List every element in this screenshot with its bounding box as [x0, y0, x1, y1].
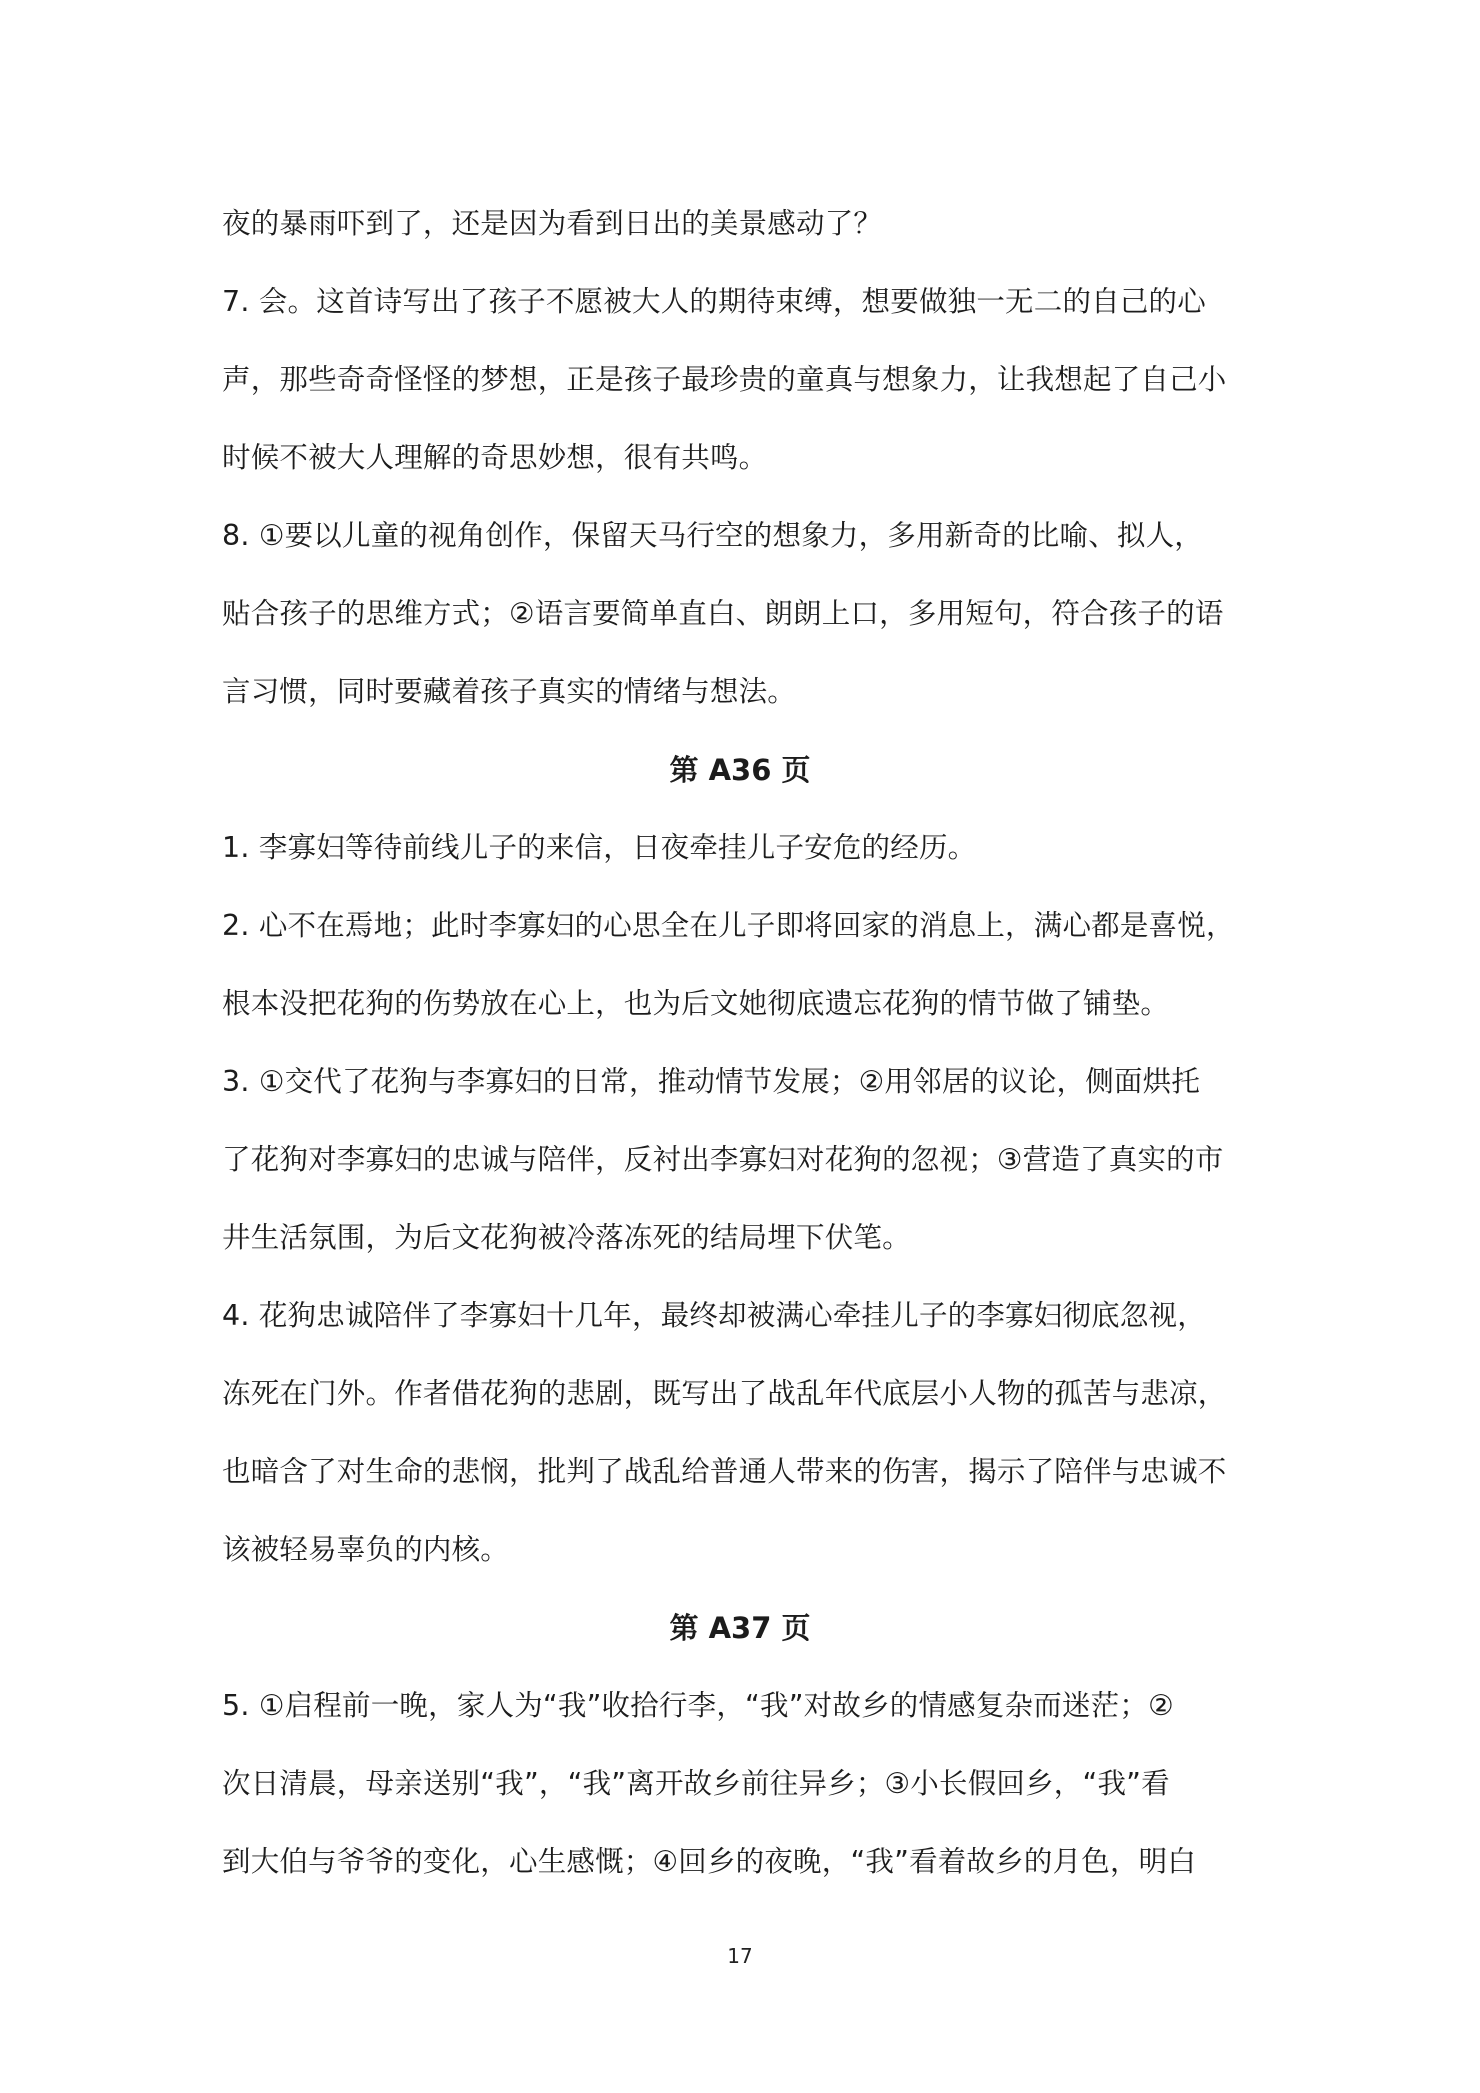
text-line: 到大伯与爷爷的变化，心生感慨；④回乡的夜晚，“我”看着故乡的月色，明白	[222, 1845, 1197, 1878]
page-number: 17	[727, 1944, 753, 1968]
page-content	[222, 185, 1258, 1901]
text-line: 5. ①启程前一晚，家人为“我”收拾行李，“我”对故乡的情感复杂而迷茫；②	[222, 1689, 1174, 1722]
text-line: 次日清晨，母亲送别“我”，“我”离开故乡前往异乡；③小长假回乡，“我”看	[222, 1767, 1170, 1800]
text-line: 贴合孩子的思维方式；②语言要简单直白、朗朗上口，多用短句，符合孩子的语	[222, 597, 1224, 630]
section-heading: 第 A36 页	[669, 753, 811, 787]
text-line: 该被轻易辜负的内核。	[222, 1533, 510, 1566]
text-line: 8. ①要以儿童的视角创作，保留天马行空的想象力，多用新奇的比喻、拟人，	[222, 519, 1204, 552]
text-line: 声，那些奇奇怪怪的梦想，正是孩子最珍贵的童真与想象力，让我想起了自己小	[222, 363, 1227, 396]
text-line: 冻死在门外。作者借花狗的悲剧，既写出了战乱年代底层小人物的孤苦与悲凉，	[222, 1377, 1227, 1410]
text-line: 言习惯，同时要藏着孩子真实的情绪与想法。	[222, 675, 797, 708]
text-line: 井生活氛围，为后文花狗被冷落冻死的结局埋下伏笔。	[222, 1221, 911, 1254]
text-line: 1. 李寡妇等待前线儿子的来信，日夜牵挂儿子安危的经历。	[222, 831, 977, 864]
text-line: 根本没把花狗的伤势放在心上，也为后文她彻底遗忘花狗的情节做了铺垫。	[222, 987, 1170, 1020]
text-line: 4. 花狗忠诚陪伴了李寡妇十几年，最终却被满心牵挂儿子的李寡妇彻底忽视，	[222, 1299, 1206, 1332]
text-line: 夜的暴雨吓到了，还是因为看到日出的美景感动了？	[222, 207, 883, 240]
text-line: 也暗含了对生命的悲悯，批判了战乱给普通人带来的伤害，揭示了陪伴与忠诚不	[222, 1455, 1227, 1488]
text-line: 7. 会。这首诗写出了孩子不愿被大人的期待束缚，想要做独一无二的自己的心	[222, 285, 1206, 318]
section-heading: 第 A37 页	[669, 1611, 811, 1645]
text-line: 3. ①交代了花狗与李寡妇的日常，推动情节发展；②用邻居的议论，侧面烘托	[222, 1065, 1201, 1098]
text-line: 了花狗对李寡妇的忠诚与陪伴，反衬出李寡妇对花狗的忽视；③营造了真实的市	[222, 1143, 1224, 1176]
text-line: 2. 心不在焉地；此时李寡妇的心思全在儿子即将回家的消息上，满心都是喜悦，	[222, 909, 1235, 942]
text-line: 时候不被大人理解的奇思妙想，很有共鸣。	[222, 441, 768, 474]
